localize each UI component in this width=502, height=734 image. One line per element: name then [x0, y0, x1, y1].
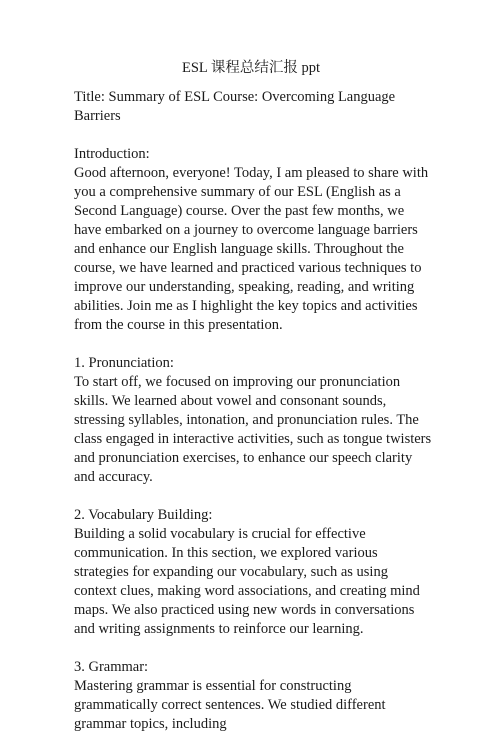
- title-line: Title: Summary of ESL Course: Overcoming Language Barriers: [74, 89, 396, 124]
- section-body-introduction: Good afternoon, everyone! Today, I am pleased to share with you a comprehensive summary of our ESL (English as a Second Language) course. Over the past few months, we have embarked on a journey to overcome language barriers and enhance our English language skills. Throughout the course, we have learned and practiced various techniques to improve our understanding, speaking, reading, and writing abilities. Join me as I highlight the key topics and activities from the course in this presentation.: [74, 165, 429, 333]
- section-body-vocabulary: Building a solid vocabulary is crucial for effective communication. In this section, we explored various strategies for expanding our vocabulary, such as using context clues, making word associations, and creating mind maps. We also practiced using new words in conversations and writing assignments to reinforce our learning.: [74, 526, 420, 637]
- section-heading-pronunciation: 1. Pronunciation:: [74, 355, 174, 371]
- section-heading-vocabulary: 2. Vocabulary Building:: [74, 507, 213, 523]
- section-heading-grammar: 3. Grammar:: [74, 659, 149, 675]
- document-header: ESL 课程总结汇报 ppt: [181, 60, 321, 76]
- section-heading-introduction: Introduction:: [74, 146, 150, 162]
- section-body-grammar: Mastering grammar is essential for constructing grammatically correct sentences. We studied different grammar topics, including: [74, 678, 386, 732]
- section-body-pronunciation: To start off, we focused on improving our pronunciation skills. We learned about vowel and consonant sounds, stressing syllables, intonation, and pronunciation rules. The class engaged in interactive activities, such as tongue twisters and pronunciation exercises, to enhance our speech clarity and accuracy.: [74, 374, 432, 485]
- document-body: [74, 88, 434, 734]
